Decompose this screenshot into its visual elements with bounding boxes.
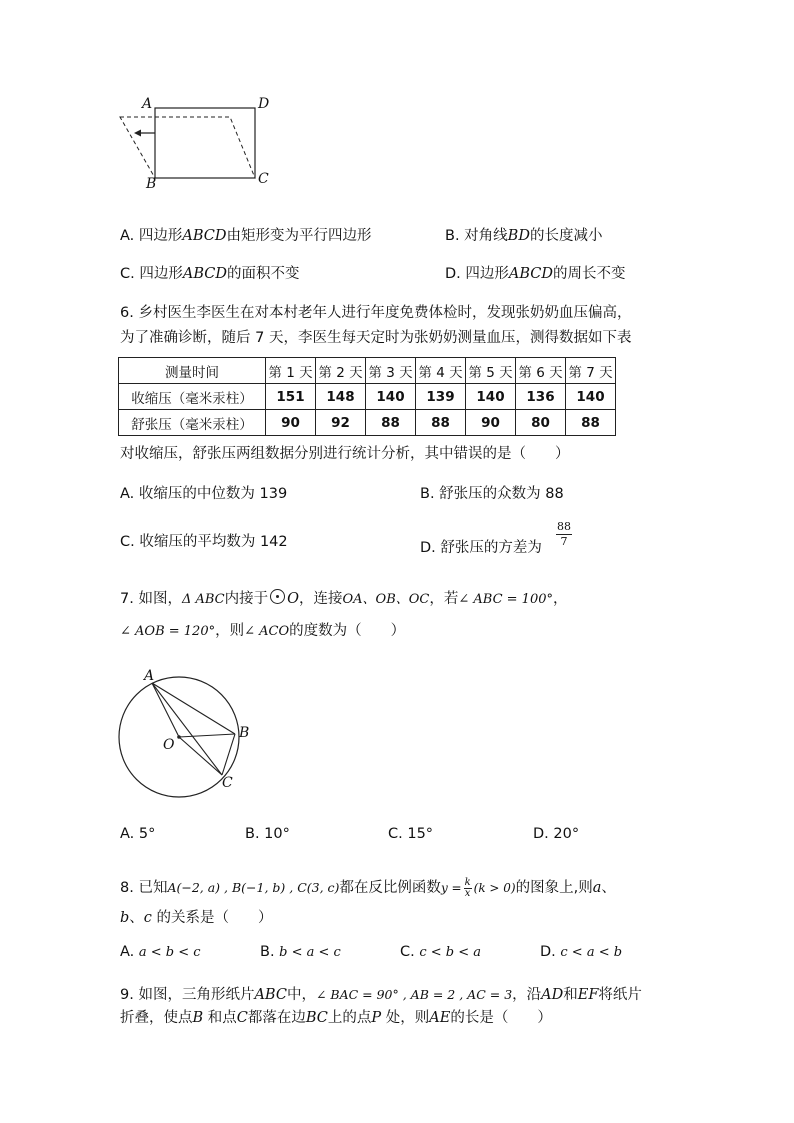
table-cell: 90 <box>466 410 516 436</box>
q5-option-b: B. 对角线BD的长度减小 <box>445 228 603 244</box>
q6-stem-line-1: 6. 乡村医生李医生在对本村老年人进行年度免费体检时，发现张奶奶血压偏高， <box>120 305 632 321</box>
table-cell: 140 <box>566 384 616 410</box>
q8-stem-line-1: 8. 已知A(−2, a) , B(−1, b) , C(3, c)都在反比例函数y = $\frac{k}{x}$ (k > 0)的图象上,则a、 <box>120 876 616 899</box>
q7-label-o: O <box>163 737 175 753</box>
table-cell: 151 <box>266 384 316 410</box>
table-row <box>119 384 616 410</box>
table-header-cell: 第 4 天 <box>416 358 466 384</box>
q8-option-d: D. c < a < b <box>540 944 623 960</box>
table-header-cell: 测量时间 <box>119 358 266 384</box>
table-cell: 88 <box>366 410 416 436</box>
q6-option-b: B. 舒张压的众数为 88 <box>420 486 564 502</box>
circle-dot-icon <box>270 589 285 604</box>
table-cell: 140 <box>466 384 516 410</box>
q7-option-a: A. 5° <box>120 826 156 842</box>
row-label-diastolic: 舒张压（毫米汞柱） <box>119 410 266 436</box>
table-header-cell: 第 3 天 <box>366 358 416 384</box>
center-point <box>177 735 181 739</box>
q6-option-d-numerator: 88 <box>557 520 571 533</box>
q8-option-b: B. b < a < c <box>260 944 341 960</box>
q7-option-b: B. 10° <box>245 826 290 842</box>
segment-ob <box>179 734 235 737</box>
q7-stem-line-1: 7. 如图，Δ ABC内接于 O，连接OA、OB、OC，若∠ ABC = 100°， <box>120 591 568 607</box>
q8-option-c: C. c < b < a <box>400 944 482 960</box>
segment-bc <box>222 734 235 775</box>
q6-option-c: C. 收缩压的平均数为 142 <box>120 534 288 550</box>
table-header-cell: 第 5 天 <box>466 358 516 384</box>
q8-function-fraction: $\frac{k}{x}$ <box>464 876 471 899</box>
q5-label-a: A <box>142 96 153 112</box>
q6-stem-line-2: 为了准确诊断，随后 7 天，李医生每天定时为张奶奶测量血压，测得数据如下表 <box>120 330 632 346</box>
q9-stem-line-2: 折叠，使点B 和点C都落在边BC上的点P 处，则AE的长是（ ） <box>120 1010 552 1026</box>
q7-label-c: C <box>222 775 233 791</box>
table-header-cell: 第 1 天 <box>266 358 316 384</box>
table-cell: 136 <box>516 384 566 410</box>
parallelogram-dashed <box>120 117 255 178</box>
table-row <box>119 410 616 436</box>
q7-label-a: A <box>144 668 155 684</box>
q6-option-d: D. 舒张压的方差为 <box>420 540 542 556</box>
q8-option-a: A. a < b < c <box>120 944 201 960</box>
q7-option-d: D. 20° <box>533 826 580 842</box>
rectangle-abcd <box>155 108 255 178</box>
q7-option-c: C. 15° <box>388 826 434 842</box>
segment-oc <box>179 737 222 775</box>
q5-figure <box>110 92 280 192</box>
q7-label-b: B <box>239 725 250 741</box>
table-header-cell: 第 2 天 <box>316 358 366 384</box>
blood-pressure-table <box>118 357 616 436</box>
table-cell: 88 <box>566 410 616 436</box>
q8-stem-line-2: b、c 的关系是（ ） <box>120 910 273 926</box>
q7-stem-line-2: ∠ AOB = 120°，则∠ ACO的度数为（ ） <box>120 623 406 639</box>
q6-stem-line-3: 对收缩压，舒张压两组数据分别进行统计分析，其中错误的是（ ） <box>120 446 570 462</box>
q5-label-b: B <box>146 176 157 192</box>
q5-option-a: A. 四边形ABCD由矩形变为平行四边形 <box>120 228 372 244</box>
table-cell: 88 <box>416 410 466 436</box>
left-arrowhead-icon <box>134 130 141 137</box>
table-cell: 90 <box>266 410 316 436</box>
table-cell: 139 <box>416 384 466 410</box>
table-header-cell: 第 7 天 <box>566 358 616 384</box>
row-label-systolic: 收缩压（毫米汞柱） <box>119 384 266 410</box>
q5-label-c: C <box>258 171 269 187</box>
q5-label-d: D <box>258 96 270 112</box>
q9-stem-line-1: 9. 如图，三角形纸片ABC中，∠ BAC = 90° , AB = 2 , AC = 3，沿AD和EF将纸片 <box>120 987 642 1003</box>
table-header-cell: 第 6 天 <box>516 358 566 384</box>
table-cell: 148 <box>316 384 366 410</box>
q6-option-d-denominator: 7 <box>560 535 568 548</box>
table-cell: 140 <box>366 384 416 410</box>
table-cell: 92 <box>316 410 366 436</box>
q5-option-d: D. 四边形ABCD的周长不变 <box>445 266 626 282</box>
table-header-row <box>119 358 616 384</box>
table-cell: 80 <box>516 410 566 436</box>
q5-option-c: C. 四边形ABCD的面积不变 <box>120 266 300 282</box>
q6-option-a: A. 收缩压的中位数为 139 <box>120 486 288 502</box>
segment-ac <box>152 683 222 775</box>
